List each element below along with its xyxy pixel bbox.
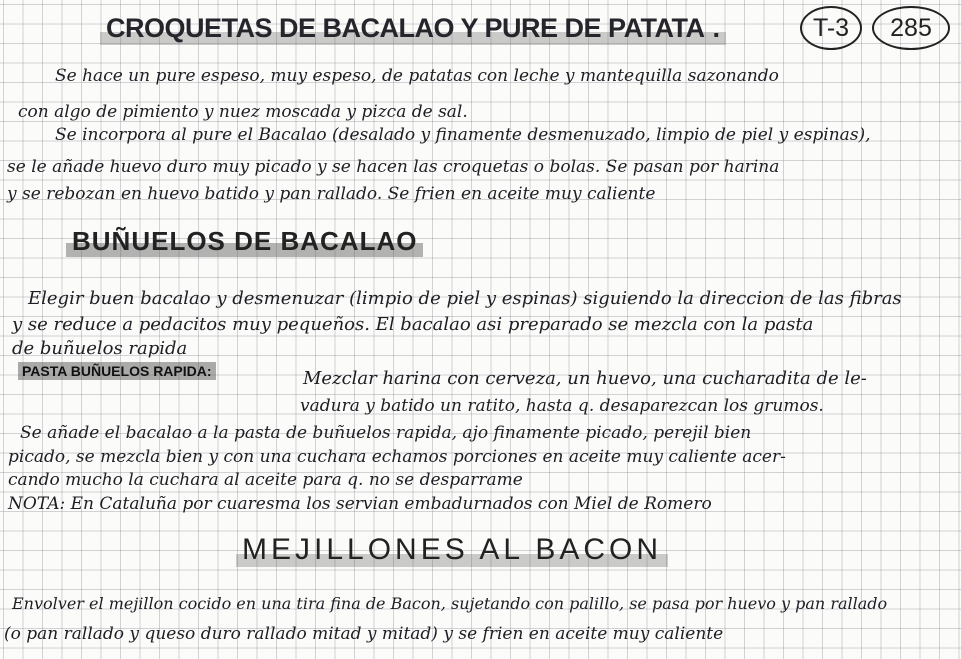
recipe3-line-2: (o pan rallado y queso duro rallado mitad y mitad) y se frien en aceite muy caliente — [4, 624, 724, 644]
recipe1-line-3: Se incorpora al pure el Bacalao (desalado y finamente desmenuzado, limpio de piel y espinas), — [55, 125, 871, 145]
recipe2-line-2: y se reduce a pedacitos muy pequeños. El bacalao asi preparado se mezcla con la pasta — [12, 314, 814, 335]
pasta-bunuelos-label: PASTA BUÑUELOS RAPIDA: — [18, 362, 216, 380]
pasta-line-1: Mezclar harina con cerveza, un huevo, una cucharadita de le- — [303, 368, 867, 389]
recipe2-note: NOTA: En Cataluña por cuaresma los servian embadurnados con Miel de Romero — [8, 494, 712, 514]
recipe1-line-2: con algo de pimiento y nuez moscada y pizca de sal. — [18, 102, 468, 122]
recipe-title-text: CROQUETAS DE BACALAO Y PURE DE PATATA — [106, 13, 705, 43]
recipe2-more-1: Se añade el bacalao a la pasta de buñuelos rapida, ajo finamente picado, perejil bien — [20, 423, 752, 443]
recipe2-line-1: Elegir buen bacalao y desmenuzar (limpio de piel y espinas) siguiendo la direccion de las fibras — [28, 288, 902, 309]
recipe1-line-4: se le añade huevo duro muy picado y se hacen las croquetas o bolas. Se pasan por harina — [7, 157, 780, 177]
recipe2-more-3: cando mucho la cuchara al aceite para q. no se desparrame — [8, 470, 523, 490]
page-ref-left: T-3 — [800, 6, 862, 50]
recipe3-line-1: Envolver el mejillon cocido en una tira fina de Bacon, sujetando con palillo, se pasa por huevo y pan rallado — [12, 594, 888, 613]
recipe1-line-1: Se hace un pure espeso, muy espeso, de patatas con leche y mantequilla sazonando — [55, 66, 779, 86]
recipe2-line-3: de buñuelos rapida — [12, 338, 188, 359]
recipe-title-croquetas: CROQUETAS DE BACALAO Y PURE DE PATATA . — [100, 12, 726, 45]
recipe-title-bunuelos: BUÑUELOS DE BACALAO — [66, 226, 423, 257]
page-ref-right: 285 — [872, 6, 950, 50]
recipe2-more-2: picado, se mezcla bien y con una cuchara echamos porciones en aceite muy caliente acer- — [8, 447, 786, 467]
recipe-title-mejillones: MEJILLONES AL BACON — [236, 533, 668, 567]
recipe1-line-5: y se rebozan en huevo batido y pan rallado. Se frien en aceite muy caliente — [7, 184, 656, 204]
pasta-line-2: vadura y batido un ratito, hasta q. desaparezcan los grumos. — [300, 396, 824, 416]
